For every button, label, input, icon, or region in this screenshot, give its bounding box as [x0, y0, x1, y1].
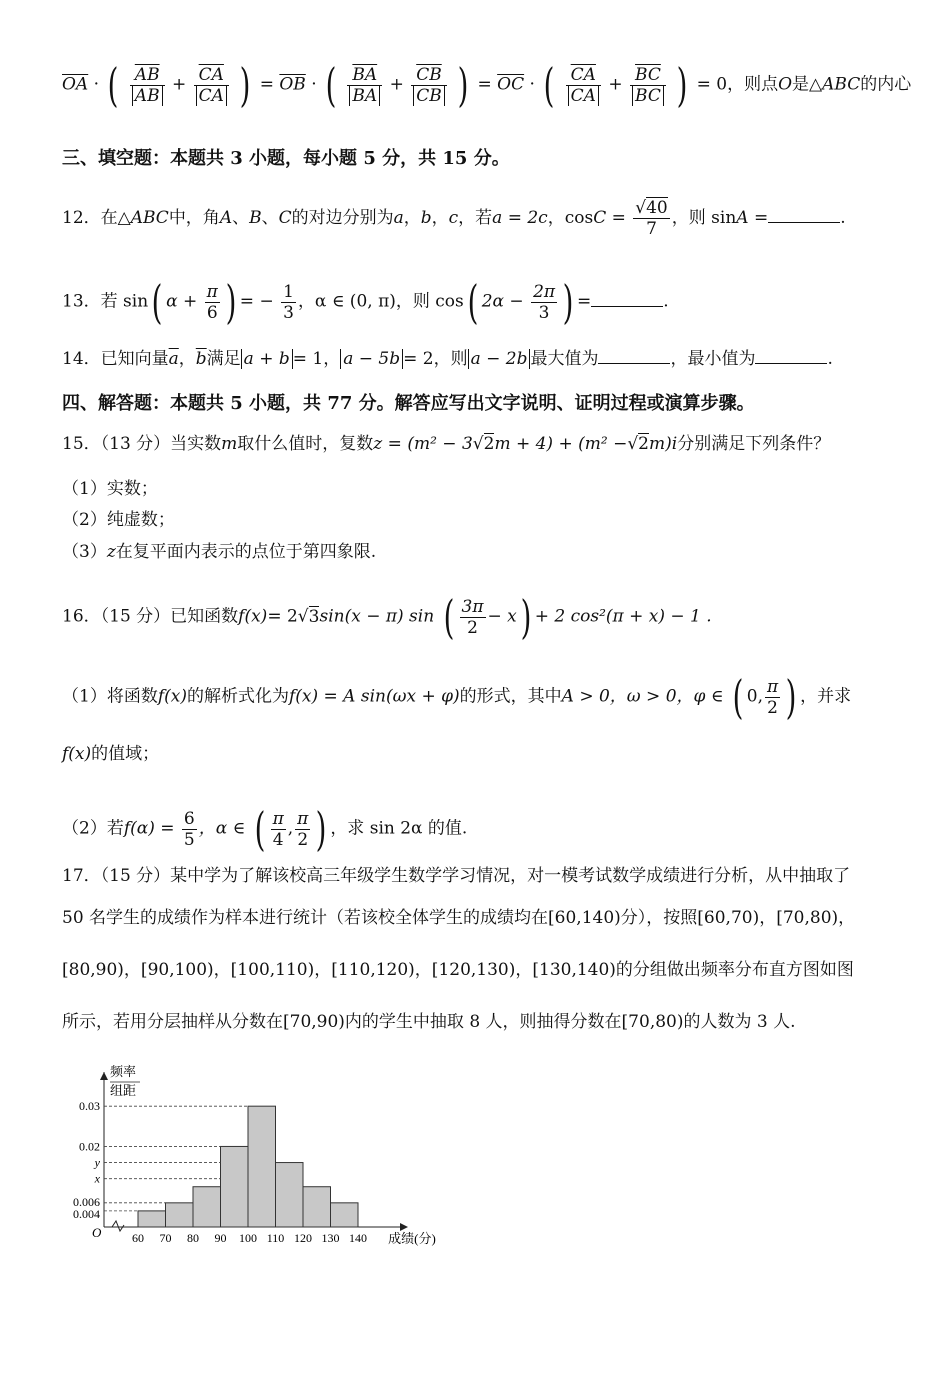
y-tick-label: 0.03 [79, 1099, 100, 1114]
vec-OC: $\overline{OC}$ [497, 74, 525, 95]
x-tick-label: 110 [266, 1231, 285, 1245]
question-16-part-2: （2）若f(α) = $\frac{6}{5}$ ，α ∈ ( $\frac{\pi}{4}$ , $\frac{\pi}{2}$ ) ，求 sin 2α 的值. [62, 802, 468, 856]
histogram-bar [193, 1187, 221, 1227]
x-tick-label: 90 [214, 1231, 227, 1245]
question-17-line-2: 50 名学生的成绩作为样本进行统计（若该校全体学生的成绩均在[60,140)分），按照[60,70)，[70,80)， [62, 908, 856, 928]
histogram-bar [276, 1163, 304, 1227]
x-tick-label: 100 [239, 1231, 257, 1245]
frac-CA-2: $\frac{\overline{CA}}{CA}$ [566, 65, 601, 106]
histogram-bar [303, 1187, 331, 1227]
x-tick-label: 140 [349, 1231, 367, 1245]
histogram-bar [138, 1211, 166, 1227]
y-tick-label: 0.02 [79, 1139, 100, 1154]
histogram-bar [166, 1203, 194, 1227]
vec-OA: $\overline{OA}$ [62, 74, 89, 95]
histogram-bar [221, 1146, 249, 1227]
frac-BA: $\frac{\overline{BA}}{BA}$ [347, 65, 382, 106]
histogram-bar [248, 1106, 276, 1227]
frac-BC: $\frac{\overline{BC}}{BC}$ [630, 65, 666, 106]
question-17-line-3: [80,90)，[90,100)，[100,110)，[110,120)，[120,130)，[130,140)的分组做出频率分布直方图如图 [62, 960, 854, 980]
question-16: 16．（15 分）已知函数f(x)= 2√3sin(x − π) sin ( $\frac{3\pi}{2}$ − x) + 2 cos²(π + x) − 1 . [62, 590, 712, 644]
vec-OB: $\overline{OB}$ [279, 74, 306, 95]
histogram-bar [331, 1203, 359, 1227]
frac-CB: $\frac{\overline{CB}}{CB}$ [411, 65, 447, 106]
y-tick-label: x [94, 1171, 100, 1186]
y-label-top: 频率 [110, 1064, 137, 1079]
answer-blank-14-max[interactable] [598, 347, 670, 364]
question-15-part-3: （3）z在复平面内表示的点位于第四象限. [62, 542, 377, 562]
question-17-line-4: 所示，若用分层抽样从分数在[70,90)内的学生中抽取 8 人，则抽得分数在[70,80)的人数为 3 人. [62, 1012, 796, 1032]
y-tick-label: 0.006 [73, 1194, 100, 1209]
vector-condition-line: $\overline{OA}$ · ( $\frac{\overline{AB}}{AB}$ + $\frac{\overline{CA}}{CA}$ ) = $\overline{OB}$ · ( $\frac{\overline{BA}}{BA}$ + $\frac{\overline{CB}}{CB}$ ) = $\overline{OC}$ · ( $\frac{\overline{CA}}{CA}$ + $\frac{\overline{BC}}{BC}$ ) = 0，则点O是△ABC的内心 [62, 58, 912, 112]
origin-label: O [92, 1225, 102, 1240]
x-tick-label: 130 [321, 1231, 340, 1245]
x-tick-label: 70 [159, 1231, 172, 1245]
question-17-line-1: 17．（15 分）某中学为了解该校高三年级学生数学学习情况，对一模考试数学成绩进行分析，从中抽取了 [62, 866, 851, 886]
x-tick-label: 80 [187, 1231, 199, 1245]
x-tick-label: 60 [132, 1231, 144, 1245]
x-axis-label: 成绩(分) [388, 1231, 436, 1246]
question-16-part-1: （1）将函数f(x)的解析式化为f(x) = A sin(ωx + φ)的形式，其中A > 0，ω > 0，φ ∈ ( 0, $\frac{\pi}{2}$ ) ，并求 [62, 670, 852, 724]
y-tick-label: y [94, 1155, 100, 1170]
answer-blank-14-min[interactable] [755, 347, 827, 364]
y-label-bottom: 组距 [110, 1083, 137, 1098]
answer-blank-12[interactable] [768, 206, 840, 223]
question-15-part-2: （2）纯虚数； [62, 510, 175, 530]
question-15: 15．（13 分）当实数m取什么值时，复数z = (m² − 3√2m + 4) + (m² −√2m)i分别满足下列条件？ [62, 434, 831, 454]
axis-break-mark [112, 1221, 124, 1231]
frac-AB: $\frac{\overline{AB}}{AB}$ [130, 65, 165, 106]
question-14: 14．已知向量$\overline{a}$，$\overline{b}$满足 a + b = 1， a − 5b = 2，则 a − 2b 最大值为 ，最小值为 . [62, 349, 833, 369]
question-13: 13．若 sin( α + $\frac{\pi}{6}$ ) = − $\frac{1}{3}$ ，α ∈ (0, π)，则 cos( 2α − $\frac{2\pi}{3}$ ) = . [62, 275, 669, 329]
section-3-title: 三、填空题：本题共 3 小题，每小题 5 分，共 15 分。 [62, 148, 510, 169]
x-axis-arrow [400, 1223, 408, 1231]
frequency-histogram [60, 1062, 440, 1257]
question-16-part-1-cont: f(x)的值域； [62, 744, 160, 764]
y-tick-label: 0.004 [73, 1206, 100, 1221]
x-tick-label: 120 [294, 1231, 312, 1245]
y-axis-arrow [100, 1072, 108, 1080]
section-4-title: 四、解答题：本题共 5 小题，共 77 分。解答应写出文字说明、证明过程或演算步骤。 [62, 393, 755, 414]
frac-CA: $\frac{\overline{CA}}{CA}$ [194, 65, 229, 106]
frac-sqrt40-over-7: $\frac{√40}{7}$ [635, 198, 668, 239]
answer-blank-13[interactable] [591, 290, 663, 307]
question-15-part-1: （1）实数； [62, 479, 158, 499]
question-12: 12．在△ABC中，角A、B、C的对边分别为a，b，c，若a = 2c，cosC = $\frac{√40}{7}$ ，则 sinA = . [62, 198, 846, 239]
